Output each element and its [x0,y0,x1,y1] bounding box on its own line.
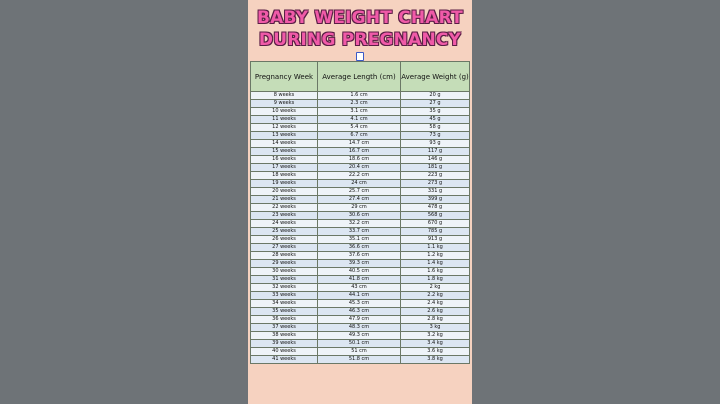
cell-length: 14.7 cm [318,140,401,148]
table-row [251,332,470,340]
cell-weight: 1.2 kg [401,252,470,260]
table-row [251,244,470,252]
cell-weight: 913 g [401,236,470,244]
table-row [251,188,470,196]
cell-weight: 3.2 kg [401,332,470,340]
table-row [251,204,470,212]
cell-weight: 117 g [401,148,470,156]
cell-week: 30 weeks [251,268,318,276]
table-row [251,148,470,156]
cell-weight: 3.6 kg [401,348,470,356]
cell-length: 35.1 cm [318,236,401,244]
cell-weight: 223 g [401,172,470,180]
cell-length: 32.2 cm [318,220,401,228]
logo-icon [356,52,364,61]
cell-length: 2.3 cm [318,100,401,108]
cell-week: 11 weeks [251,116,318,124]
cell-length: 4.1 cm [318,116,401,124]
cell-week: 22 weeks [251,204,318,212]
table-row [251,292,470,300]
table-row [251,220,470,228]
table-row [251,116,470,124]
cell-weight: 785 g [401,228,470,236]
cell-length: 33.7 cm [318,228,401,236]
cell-length: 50.1 cm [318,340,401,348]
cell-length: 45.3 cm [318,300,401,308]
cell-week: 21 weeks [251,196,318,204]
cell-weight: 1.8 kg [401,276,470,284]
table-row [251,268,470,276]
table-row [251,276,470,284]
cell-week: 13 weeks [251,132,318,140]
cell-week: 18 weeks [251,172,318,180]
cell-week: 26 weeks [251,236,318,244]
table-row [251,324,470,332]
cell-length: 44.1 cm [318,292,401,300]
cell-week: 40 weeks [251,348,318,356]
cell-length: 30.6 cm [318,212,401,220]
cell-week: 16 weeks [251,156,318,164]
cell-length: 49.3 cm [318,332,401,340]
cell-length: 18.6 cm [318,156,401,164]
cell-week: 35 weeks [251,308,318,316]
table-row [251,260,470,268]
cell-weight: 3 kg [401,324,470,332]
table-row [251,356,470,364]
cell-week: 23 weeks [251,212,318,220]
table-row [251,196,470,204]
cell-weight: 73 g [401,132,470,140]
cell-length: 20.4 cm [318,164,401,172]
cell-length: 47.9 cm [318,316,401,324]
cell-week: 24 weeks [251,220,318,228]
cell-length: 41.8 cm [318,276,401,284]
cell-weight: 2.8 kg [401,316,470,324]
table-row [251,164,470,172]
table-row [251,140,470,148]
cell-week: 25 weeks [251,228,318,236]
cell-week: 31 weeks [251,276,318,284]
cell-week: 12 weeks [251,124,318,132]
table-row [251,124,470,132]
cell-weight: 146 g [401,156,470,164]
cell-length: 29 cm [318,204,401,212]
column-header-weight: Average Weight (g) [401,62,470,92]
table-row [251,100,470,108]
table-row [251,156,470,164]
cell-length: 27.4 cm [318,196,401,204]
cell-week: 34 weeks [251,300,318,308]
cell-week: 28 weeks [251,252,318,260]
column-header-length: Average Length (cm) [318,62,401,92]
cell-week: 8 weeks [251,92,318,100]
cell-weight: 670 g [401,220,470,228]
cell-length: 46.3 cm [318,308,401,316]
cell-length: 3.1 cm [318,108,401,116]
table-row [251,236,470,244]
table-row [251,316,470,324]
cell-weight: 3.4 kg [401,340,470,348]
table-row [251,92,470,100]
cell-week: 27 weeks [251,244,318,252]
chart-title-line-2: DURING PREGNANCY [258,30,462,50]
cell-length: 5.4 cm [318,124,401,132]
cell-length: 48.3 cm [318,324,401,332]
cell-week: 38 weeks [251,332,318,340]
cell-length: 24 cm [318,180,401,188]
cell-weight: 2.2 kg [401,292,470,300]
table-row [251,172,470,180]
cell-week: 33 weeks [251,292,318,300]
table-row [251,108,470,116]
cell-length: 39.3 cm [318,260,401,268]
cell-length: 36.6 cm [318,244,401,252]
cell-weight: 27 g [401,100,470,108]
cell-week: 17 weeks [251,164,318,172]
cell-length: 25.7 cm [318,188,401,196]
cell-length: 43 cm [318,284,401,292]
table-row [251,340,470,348]
cell-week: 20 weeks [251,188,318,196]
table-row [251,348,470,356]
cell-weight: 273 g [401,180,470,188]
cell-weight: 181 g [401,164,470,172]
baby-weight-table [250,61,470,364]
cell-length: 22.2 cm [318,172,401,180]
table-row [251,284,470,292]
cell-length: 6.7 cm [318,132,401,140]
table-row [251,252,470,260]
chart-title-line-1: BABY WEIGHT CHART [257,8,463,28]
cell-weight: 331 g [401,188,470,196]
cell-week: 41 weeks [251,356,318,364]
cell-weight: 478 g [401,204,470,212]
cell-week: 32 weeks [251,284,318,292]
cell-weight: 2.4 kg [401,300,470,308]
cell-weight: 2 kg [401,284,470,292]
column-header-week: Pregnancy Week [251,62,318,92]
cell-week: 36 weeks [251,316,318,324]
cell-weight: 1.4 kg [401,260,470,268]
cell-week: 37 weeks [251,324,318,332]
cell-week: 14 weeks [251,140,318,148]
cell-length: 1.6 cm [318,92,401,100]
cell-weight: 3.8 kg [401,356,470,364]
table-row [251,212,470,220]
cell-weight: 58 g [401,124,470,132]
cell-weight: 399 g [401,196,470,204]
cell-week: 29 weeks [251,260,318,268]
cell-weight: 1.1 kg [401,244,470,252]
table-row [251,300,470,308]
cell-week: 19 weeks [251,180,318,188]
cell-weight: 1.6 kg [401,268,470,276]
cell-weight: 93 g [401,140,470,148]
table-header-row [251,62,470,92]
cell-weight: 45 g [401,116,470,124]
table-row [251,180,470,188]
cell-weight: 35 g [401,108,470,116]
cell-week: 9 weeks [251,100,318,108]
cell-length: 40.5 cm [318,268,401,276]
cell-week: 39 weeks [251,340,318,348]
infographic-card [248,0,472,404]
cell-week: 15 weeks [251,148,318,156]
table-row [251,132,470,140]
table-row [251,308,470,316]
cell-weight: 2.6 kg [401,308,470,316]
cell-week: 10 weeks [251,108,318,116]
cell-weight: 568 g [401,212,470,220]
cell-weight: 20 g [401,92,470,100]
cell-length: 51 cm [318,348,401,356]
cell-length: 51.8 cm [318,356,401,364]
table-body [251,92,470,364]
cell-length: 16.7 cm [318,148,401,156]
table-row [251,228,470,236]
cell-length: 37.6 cm [318,252,401,260]
